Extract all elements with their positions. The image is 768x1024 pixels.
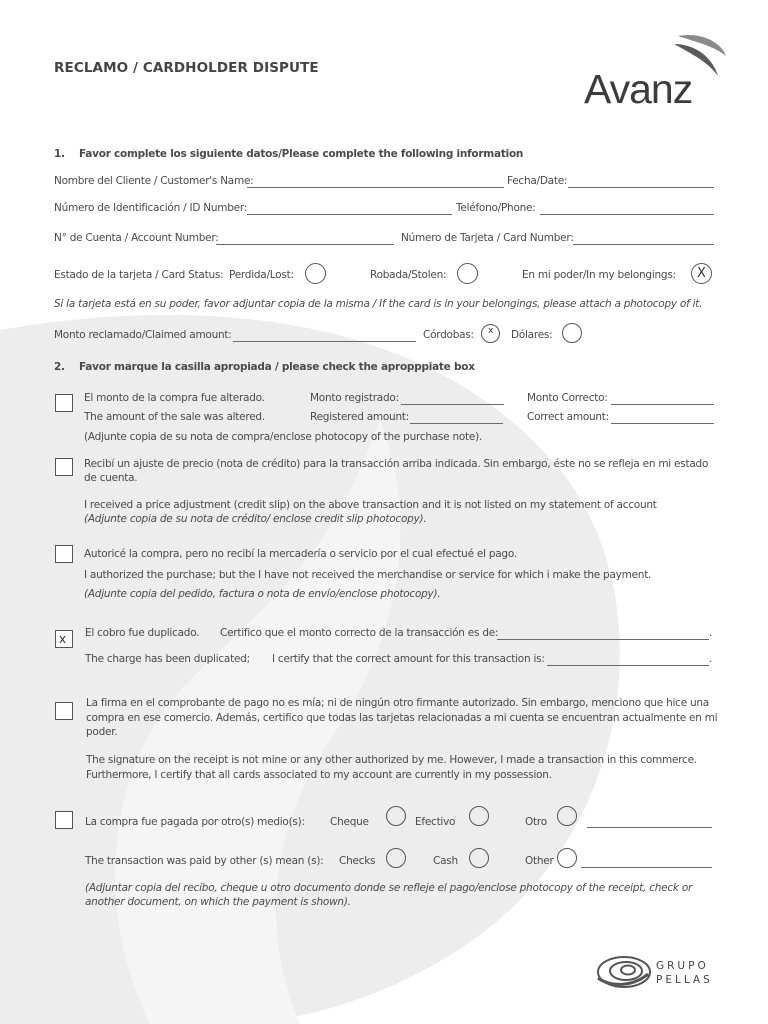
date-label: Fecha/Date: xyxy=(507,175,568,187)
other-field[interactable] xyxy=(581,866,712,868)
status-lost-radio[interactable] xyxy=(305,263,326,284)
opt2-en: I received a price adjustment (credit slip) on the above transaction and it is not listed on my statement of account xyxy=(84,499,657,511)
customer-name-field[interactable] xyxy=(247,186,504,188)
section2-number: 2. xyxy=(54,361,65,373)
opt4-dot-1: . xyxy=(709,627,713,639)
opt3-note: (Adjunte copia del pedido, factura o nota de envío/enclose photocopy). xyxy=(84,588,441,600)
page-title: RECLAMO / CARDHOLDER DISPUTE xyxy=(54,60,319,76)
status-stolen-radio[interactable] xyxy=(457,263,478,284)
correct-en-label: Correct amount: xyxy=(527,411,609,423)
card-status-label: Estado de la tarjeta / Card Status: xyxy=(54,269,224,281)
opt4-certify-es: Certifico que el monto correcto de la transacción es de: xyxy=(220,627,499,639)
cash-label: Cash xyxy=(433,855,458,867)
grupo-pellas-logo-icon xyxy=(594,952,652,992)
opt1-es: El monto de la compra fue alterado. xyxy=(84,392,265,404)
avanz-logo-text: Avanz xyxy=(584,66,693,112)
opt1-note: (Adjunte copia de su nota de compra/enclose photocopy of the purchase note). xyxy=(84,431,483,443)
checks-radio[interactable] xyxy=(386,848,406,868)
opt5-es: La firma en el comprobante de pago no es mía; ni de ningún otro firmante autorizado. Sin embargo, menciono que hice una compra en ese comercio. Además, certifico que todas las tarjetas relacionadas a mi cuenta se encuentran actualmente en mi poder. xyxy=(86,697,718,738)
otro-field[interactable] xyxy=(587,826,712,828)
account-number-field[interactable] xyxy=(216,243,394,245)
registered-es-field[interactable] xyxy=(401,403,504,405)
opt4-dot-2: . xyxy=(709,653,713,665)
checks-label: Checks xyxy=(339,855,376,867)
date-field[interactable] xyxy=(568,186,714,188)
cheque-label: Cheque xyxy=(330,816,369,828)
opt4-es: El cobro fue duplicado. xyxy=(85,627,200,639)
other-label: Other xyxy=(525,855,554,867)
opt3-en: I authorized the purchase; but the I have not received the merchandise or service for which i make the payment. xyxy=(84,569,652,581)
card-note: Si la tarjeta está en su poder, favor adjuntar copia de la misma / If the card is in your belongings, please attach a photocopy of it. xyxy=(54,298,703,310)
opt6-en: The transaction was paid by other (s) mean (s): xyxy=(85,855,324,867)
opt4-en: The charge has been duplicated; xyxy=(85,653,250,665)
cash-radio[interactable] xyxy=(469,848,489,868)
opt2-es: Recibí un ajuste de precio (nota de crédito) para la transacción arriba indicada. Sin embargo, éste no se refleja en mi estado de cuenta. xyxy=(84,458,709,484)
section1-heading: Favor complete los siguiente datos/Please complete the following information xyxy=(79,148,524,160)
other-payment-checkbox[interactable] xyxy=(55,811,73,829)
dolares-label: Dólares: xyxy=(511,329,553,341)
id-number-label: Número de Identificación / ID Number: xyxy=(54,202,248,214)
efectivo-label: Efectivo xyxy=(415,816,456,828)
registered-es-label: Monto registrado: xyxy=(310,392,399,404)
phone-label: Teléfono/Phone: xyxy=(456,202,536,214)
correct-amount-es-field[interactable] xyxy=(497,638,709,640)
correct-es-field[interactable] xyxy=(611,403,714,405)
other-radio[interactable] xyxy=(557,848,577,868)
cheque-radio[interactable] xyxy=(386,806,406,826)
price-adjustment-checkbox[interactable] xyxy=(55,458,73,476)
cordobas-mark: x xyxy=(488,326,494,336)
not-received-checkbox[interactable] xyxy=(55,545,73,563)
grupo-text: GRUPO xyxy=(656,960,709,972)
efectivo-radio[interactable] xyxy=(469,806,489,826)
registered-en-label: Registered amount: xyxy=(310,411,410,423)
phone-field[interactable] xyxy=(540,213,714,215)
dolares-radio[interactable] xyxy=(562,323,582,343)
registered-en-field[interactable] xyxy=(410,422,503,424)
section2-heading: Favor marque la casilla apropiada / please check the apropppiate box xyxy=(79,361,475,373)
correct-es-label: Monto Correcto: xyxy=(527,392,608,404)
section1-number: 1. xyxy=(54,148,65,160)
opt6-note: (Adjuntar copia del recibo, cheque u otro documento donde se refleje el pago/enclose photocopy of the receipt, check or another document, on which the payment is shown). xyxy=(85,882,693,908)
status-lost-label: Perdida/Lost: xyxy=(229,269,294,281)
signature-checkbox[interactable] xyxy=(55,702,73,720)
correct-en-field[interactable] xyxy=(611,422,714,424)
pellas-text: PELLAS xyxy=(656,974,713,986)
duplicated-charge-mark: x xyxy=(59,632,67,646)
id-number-field[interactable] xyxy=(247,213,452,215)
status-belongings-label: En mi poder/In my belongings: xyxy=(522,269,676,281)
account-number-label: N° de Cuenta / Account Number: xyxy=(54,232,219,244)
status-stolen-label: Robada/Stolen: xyxy=(370,269,447,281)
otro-radio[interactable] xyxy=(557,806,577,826)
opt1-en: The amount of the sale was altered. xyxy=(84,411,265,423)
claimed-amount-label: Monto reclamado/Claimed amount: xyxy=(54,329,232,341)
opt4-certify-en: I certify that the correct amount for this transaction is: xyxy=(272,653,545,665)
opt3-es: Autoricé la compra, pero no recibí la mercadería o servicio por el cual efectué el pago. xyxy=(84,548,517,560)
card-number-label: Número de Tarjeta / Card Number: xyxy=(401,232,574,244)
correct-amount-en-field[interactable] xyxy=(547,664,709,666)
cordobas-label: Córdobas: xyxy=(423,329,474,341)
status-belongings-mark: X xyxy=(697,266,706,281)
claimed-amount-field[interactable] xyxy=(233,340,416,342)
altered-amount-checkbox[interactable] xyxy=(55,394,73,412)
otro-label: Otro xyxy=(525,816,547,828)
customer-name-label: Nombre del Cliente / Customer's Name: xyxy=(54,175,254,187)
card-number-field[interactable] xyxy=(573,243,714,245)
opt2-note: (Adjunte copia de su nota de crédito/ enclose credit slip photocopy). xyxy=(84,513,427,525)
opt6-es: La compra fue pagada por otro(s) medio(s): xyxy=(85,816,305,828)
opt5-en: The signature on the receipt is not mine or any other authorized by me. However, I made a transaction in this commerce. Furthermore, I certify that all cards associated to my account are currently in my possession. xyxy=(86,754,697,781)
